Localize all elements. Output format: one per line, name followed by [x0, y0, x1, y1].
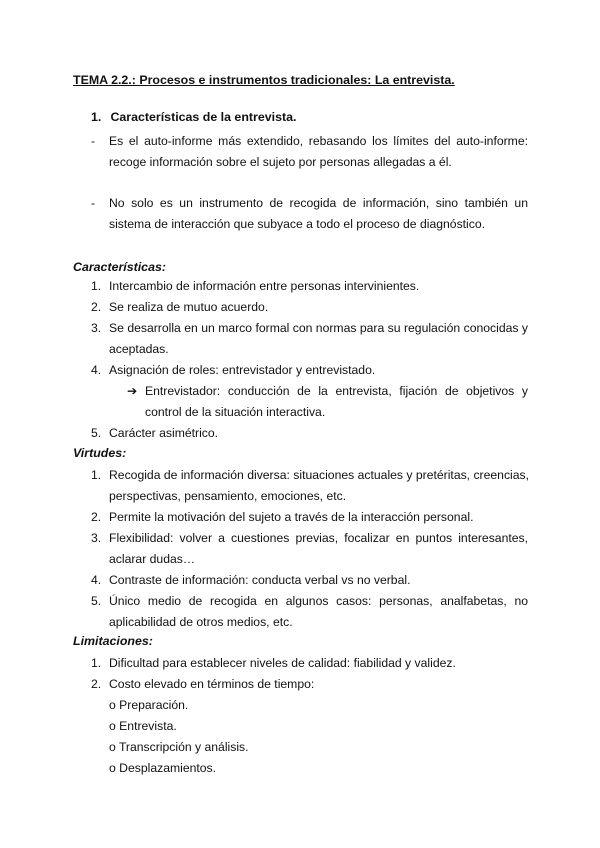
- arrow-item-text: Entrevistador: conducción de la entrevista, fijación de objetivos y: [145, 384, 528, 398]
- limitaciones-heading: Limitaciones:: [73, 634, 153, 648]
- item-number: 2.: [91, 300, 102, 314]
- virtudes-heading: Virtudes:: [73, 446, 127, 460]
- list-item: [91, 653, 528, 674]
- item-text: Único medio de recogida en algunos casos: personas, analfabetas, no: [109, 594, 528, 608]
- list-item: [91, 423, 528, 444]
- item-text: Recogida de información diversa: situaciones actuales y pretéritas, creencias,: [109, 468, 530, 482]
- sub-bullet-item: o Preparación.: [109, 698, 189, 712]
- sub-bullet-item: o Entrevista.: [109, 719, 177, 733]
- item-number: 3.: [91, 321, 102, 335]
- list-item: [91, 276, 528, 297]
- item-text: Dificultad para establecer niveles de calidad: fiabilidad y validez.: [109, 656, 456, 670]
- item-text: aclarar dudas…: [109, 552, 196, 566]
- sub-bullet-item: o Desplazamientos.: [109, 761, 217, 775]
- dash-bullet: -: [91, 196, 96, 210]
- item-number: 5.: [91, 426, 102, 440]
- dash-item: [91, 193, 528, 235]
- item-number: 2.: [91, 510, 102, 524]
- section-heading-text: Características de la entrevista.: [110, 110, 297, 124]
- item-text: Se desarrolla en un marco formal con normas para su regulación conocidas y: [109, 321, 528, 335]
- item-number: 1.: [91, 279, 102, 293]
- item-text: Carácter asimétrico.: [109, 426, 219, 440]
- item-number: 4.: [91, 363, 102, 377]
- item-text: perspectivas, pensamiento, emociones, etc.: [109, 489, 347, 503]
- dash-item: [91, 131, 528, 173]
- item-text: Flexibilidad: volver a cuestiones previas, focalizar en puntos interesantes,: [109, 531, 528, 545]
- caracteristicas-list: [91, 276, 528, 444]
- item-number: 5.: [91, 594, 102, 608]
- item-text: aplicabilidad de otros medios, etc.: [109, 615, 293, 629]
- item-text: Intercambio de información entre personas intervinientes.: [109, 279, 420, 293]
- dash-item-line: sistema de interacción que subyace a todo el proceso de diagnóstico.: [109, 217, 486, 231]
- list-item: [91, 591, 528, 633]
- list-item: [91, 570, 528, 591]
- item-text: Se realiza de mutuo acuerdo.: [109, 300, 269, 314]
- item-text: Costo elevado en términos de tiempo:: [109, 677, 315, 691]
- section-number: 1.: [91, 110, 102, 124]
- virtudes-list: [91, 465, 528, 633]
- dash-bullet: -: [91, 134, 96, 148]
- dash-item-line: No solo es un instrumento de recogida de información, sino también un: [109, 196, 528, 210]
- item-text: aceptadas.: [109, 342, 169, 356]
- list-item: [91, 465, 528, 507]
- sub-bullet-item: o Transcripción y análisis.: [109, 740, 249, 754]
- page-title: TEMA 2.2.: Procesos e instrumentos tradicionales: La entrevista.: [73, 73, 455, 87]
- list-item: [91, 318, 528, 360]
- arrow-item-text: control de la situación interactiva.: [145, 405, 326, 419]
- item-text: Asignación de roles: entrevistador y entrevistado.: [109, 363, 376, 377]
- item-number: 1.: [91, 468, 102, 482]
- section-heading: [91, 110, 296, 124]
- item-number: 2.: [91, 677, 102, 691]
- list-item: [91, 674, 528, 695]
- dash-item-line: Es el auto-informe más extendido, rebasando los límites del auto-informe:: [109, 134, 528, 148]
- dash-item-line: recoge información sobre el sujeto por personas allegadas a él.: [109, 155, 452, 169]
- item-number: 3.: [91, 531, 102, 545]
- arrow-subitem: [127, 381, 528, 423]
- arrow-icon: ➔: [127, 384, 138, 398]
- item-number: 4.: [91, 573, 102, 587]
- limitaciones-list: [91, 653, 528, 779]
- item-number: 1.: [91, 656, 102, 670]
- list-item: [91, 360, 528, 381]
- item-text: Contraste de información: conducta verbal vs no verbal.: [109, 573, 411, 587]
- list-item: [91, 528, 528, 570]
- item-text: Permite la motivación del sujeto a través de la interacción personal.: [109, 510, 474, 524]
- caracteristicas-heading: Características:: [73, 260, 166, 274]
- list-item: [91, 297, 528, 318]
- list-item: [91, 507, 528, 528]
